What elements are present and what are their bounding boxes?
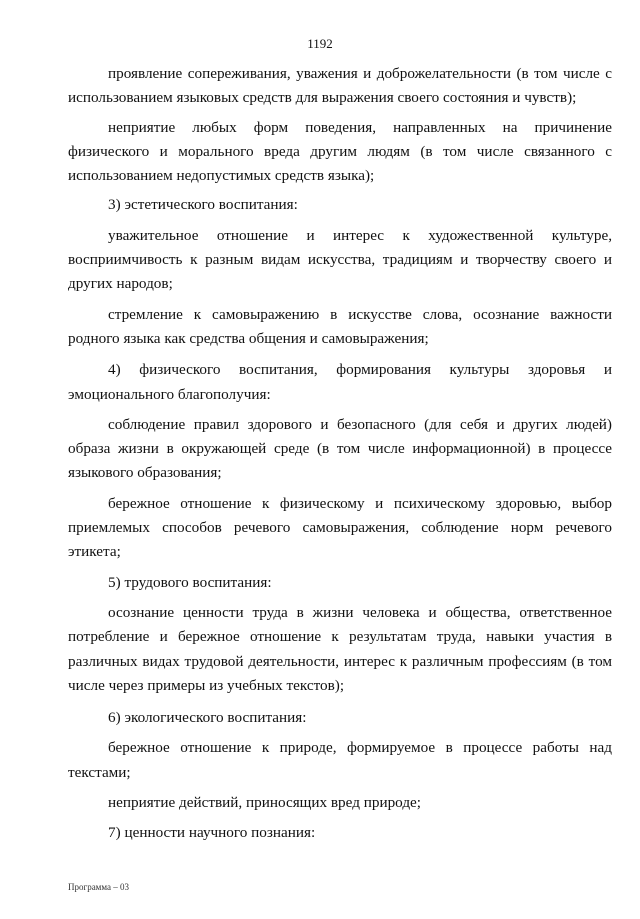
paragraph-labor-value: осознание ценности труда в жизни человека и общества, ответственное потребление и бережное отношение к результатам труда, навыки участия в различных видах трудовой деятельности, интерес к различным профессиям (в том числе через примеры из учебных текстов); <box>68 603 612 694</box>
paragraph-rejection-nature-harm: неприятие действий, приносящих вред природе; <box>108 794 422 812</box>
section-heading-physical: 4) физического воспитания, формирования культуры здоровья и эмоционального благополучия: <box>68 361 612 403</box>
section-heading-scientific: 7) ценности научного познания: <box>108 824 316 842</box>
paragraph-healthy-lifestyle: соблюдение правил здорового и безопасного (для себя и других людей) образа жизни в окружающей среде (в том числе информационной) в процессе языкового образования; <box>68 415 612 482</box>
footer-label: Программа – 03 <box>68 882 130 892</box>
paragraph-empathy: проявление сопереживания, уважения и доброжелательности (в том числе с использованием языковых средств для выражения своего состояния и чувств); <box>68 65 612 107</box>
section-heading-aesthetic: 3) эстетического воспитания: <box>108 196 298 214</box>
paragraph-self-expression: стремление к самовыражению в искусстве слова, осознание важности родного языка как средства общения и самовыражения; <box>68 305 612 347</box>
section-heading-labor: 5) трудового воспитания: <box>108 573 272 591</box>
paragraph-nature-care: бережное отношение к природе, формируемое в процессе работы над текстами; <box>68 739 612 781</box>
paragraph-health-care: бережное отношение к физическому и психическому здоровью, выбор приемлемых способов речевого самовыражения, соблюдение норм речевого этикета; <box>68 494 612 561</box>
page-number: 1192 <box>307 36 333 51</box>
section-heading-ecological: 6) экологического воспитания: <box>108 709 307 727</box>
document-body <box>68 62 612 846</box>
paragraph-rejection-harm: неприятие любых форм поведения, направленных на причинение физического и морального вреда другим людям (в том числе связанного с использованием недопустимых средств языка); <box>68 118 612 185</box>
paragraph-respect-culture: уважительное отношение и интерес к художественной культуре, восприимчивость к разным видам искусства, традициям и творчеству своего и других народов; <box>68 226 612 293</box>
